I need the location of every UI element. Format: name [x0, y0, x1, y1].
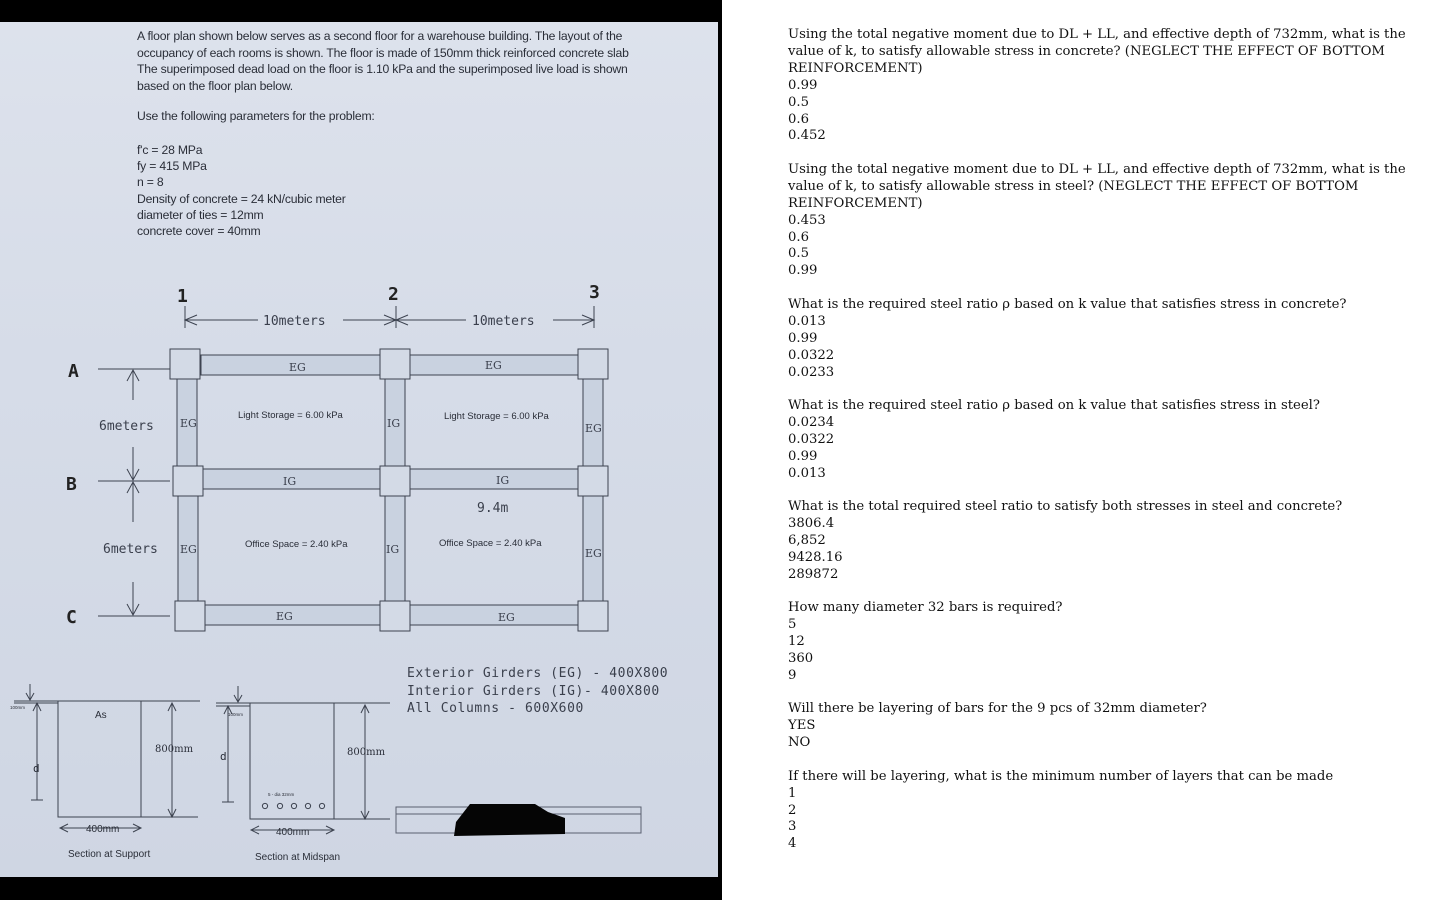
question-4 — [788, 398, 1433, 483]
beam-outline — [250, 703, 334, 819]
answer-option[interactable]: NO — [788, 735, 811, 751]
problem-sheet — [0, 22, 718, 877]
answer-option[interactable]: 0.6 — [788, 111, 809, 127]
legend-item: All Columns - 600X600 — [407, 701, 584, 716]
d-label: d — [220, 750, 227, 763]
answer-option[interactable]: 6,852 — [788, 532, 826, 548]
answer-option[interactable]: 0.0322 — [788, 347, 835, 363]
girder-c-12 — [205, 605, 381, 625]
param-item: diameter of ties = 12mm — [137, 207, 264, 222]
top-dim-label: 100mm — [228, 712, 244, 717]
param-item: n = 8 — [137, 175, 164, 190]
section-support-drawing — [14, 684, 200, 832]
width-label: 400mm — [276, 827, 310, 838]
answer-option[interactable]: 0.013 — [788, 313, 826, 329]
girder-label-eg: EG — [289, 361, 306, 374]
span-x-1: 10meters — [263, 314, 326, 329]
question-2 — [788, 162, 1433, 280]
answer-option[interactable]: 0.5 — [788, 246, 809, 262]
answer-option[interactable]: 4 — [788, 836, 797, 852]
section-midspan-drawing — [216, 686, 390, 834]
floor-plan-drawing — [0, 22, 718, 877]
girder-b-23 — [410, 469, 578, 489]
answer-option[interactable]: 2 — [788, 802, 797, 818]
row-label-a: A — [68, 361, 79, 382]
answer-option[interactable]: 0.5 — [788, 94, 809, 110]
room-load-label: Light Storage = 6.00 kPa — [238, 410, 343, 421]
room-load-label: Office Space = 2.40 kPa — [245, 539, 348, 550]
answer-option[interactable]: 12 — [788, 634, 805, 650]
girder-label-eg: EG — [485, 359, 502, 372]
question-8 — [788, 769, 1433, 854]
span-y-1: 6meters — [99, 419, 154, 434]
answer-option[interactable]: 0.0322 — [788, 431, 835, 447]
answer-option[interactable]: 0.99 — [788, 330, 818, 346]
answer-option[interactable]: 0.453 — [788, 212, 826, 228]
answer-option[interactable]: YES — [788, 718, 816, 734]
question-text: What is the required steel ratio ρ based on k value that satisfies stress in concrete? — [788, 296, 1347, 312]
answer-option[interactable]: 9428.16 — [788, 549, 843, 565]
bars-label: 5 - dia 32mm — [268, 792, 295, 797]
member-legend — [407, 665, 668, 718]
rebar — [277, 803, 282, 808]
answer-option[interactable]: 0.6 — [788, 229, 809, 245]
column-a1 — [170, 349, 200, 379]
girder-label-eg: EG — [180, 417, 197, 430]
girder-label-eg: EG — [585, 422, 602, 435]
question-text: Using the total negative moment due to DL + LL, and effective depth of 732mm, what is the value of k, to satisfy allowable stress in steel? (NEGLECT THE EFFECT OF BOTTOM REINFORCEMENT) — [788, 161, 1406, 211]
column-a3 — [578, 349, 608, 379]
gridline-label-1: 1 — [177, 286, 188, 307]
questions-panel — [788, 27, 1433, 870]
legend-item: Interior Girders (IG)- 400X800 — [407, 683, 660, 699]
answer-option[interactable]: 3 — [788, 819, 797, 835]
param-item: concrete cover = 40mm — [137, 224, 261, 239]
answer-option[interactable]: 360 — [788, 650, 814, 666]
question-text: Using the total negative moment due to DL + LL, and effective depth of 732mm, what is the value of k, to satisfy allowable stress in concrete? (NEGLECT THE EFFECT OF BOTTOM REINFORCEMENT) — [788, 27, 1406, 76]
section-caption: Section at Support — [68, 849, 151, 860]
column-c2 — [380, 601, 410, 631]
section-caption: Section at Midspan — [255, 852, 341, 863]
gridline-label-3: 3 — [589, 282, 600, 303]
answer-option[interactable]: 0.99 — [788, 263, 818, 279]
column-b2 — [380, 466, 410, 496]
girder-label-eg: EG — [180, 543, 197, 556]
intro-line: occupancy of each rooms is shown. The floor is made of 150mm thick reinforced concrete slab — [137, 45, 629, 60]
column-b3 — [578, 466, 608, 496]
column-a2 — [380, 349, 410, 379]
question-3 — [788, 297, 1433, 382]
question-text: If there will be layering, what is the minimum number of layers that can be made — [788, 768, 1334, 784]
redaction-mark — [454, 804, 565, 836]
girder-label-ig: IG — [283, 475, 297, 488]
answer-option[interactable]: 0.452 — [788, 128, 826, 144]
intro-line: The superimposed dead load on the floor is 1.10 kPa and the superimposed live load is shown — [137, 62, 628, 76]
question-text: What is the required steel ratio ρ based on k value that satisfies stress in steel? — [788, 398, 1320, 413]
legend-item: Exterior Girders (EG) - 400X800 — [407, 666, 669, 681]
intro-line: A floor plan shown below serves as a second floor for a warehouse building. The layout of the — [137, 29, 623, 43]
answer-option[interactable]: 0.013 — [788, 465, 826, 481]
room-load-label: Light Storage = 6.00 kPa — [444, 411, 549, 422]
column-c1 — [175, 601, 205, 631]
answer-option[interactable]: 3806.4 — [788, 516, 835, 532]
girder-label-eg: EG — [585, 547, 602, 560]
width-label: 400mm — [86, 824, 120, 835]
rebar — [319, 803, 324, 808]
span-x-2: 10meters — [472, 314, 535, 329]
answer-option[interactable]: 5 — [788, 617, 797, 633]
param-item: fy = 415 MPa — [137, 159, 207, 174]
room-load-label: Office Space = 2.40 kPa — [439, 538, 542, 549]
answer-option[interactable]: 0.99 — [788, 77, 818, 93]
question-1 — [788, 27, 1433, 145]
girder-label-ig: IG — [386, 543, 400, 556]
question-7 — [788, 701, 1433, 752]
rebar — [305, 803, 310, 808]
girder-label-ig: IG — [387, 417, 401, 430]
height-label: 800mm — [155, 744, 194, 755]
answer-option[interactable]: 1 — [788, 785, 797, 801]
answer-option[interactable]: 0.99 — [788, 448, 818, 464]
gridline-label-2: 2 — [388, 284, 399, 305]
height-label: 800mm — [347, 747, 386, 758]
top-dim-label: 100mm — [10, 705, 26, 710]
param-item: Density of concrete = 24 kN/cubic meter — [137, 191, 346, 206]
params-heading: Use the following parameters for the problem: — [137, 109, 375, 123]
column-b1 — [173, 466, 203, 496]
answer-option[interactable]: 9 — [788, 667, 797, 683]
rebar — [262, 803, 267, 808]
question-6 — [788, 600, 1433, 685]
question-text: What is the total required steel ratio to satisfy both stresses in steel and concrete? — [788, 499, 1343, 515]
girder-length-label: 9.4m — [477, 501, 509, 516]
as-label: As — [95, 710, 107, 721]
question-text: Will there be layering of bars for the 9 pcs of 32mm diameter? — [788, 701, 1207, 717]
answer-option[interactable]: 0.0234 — [788, 414, 835, 430]
girder-label-eg: EG — [498, 611, 515, 624]
girder-label-eg: EG — [276, 610, 293, 623]
row-label-b: B — [66, 474, 77, 495]
answer-option[interactable]: 0.0233 — [788, 364, 835, 380]
girder-label-ig: IG — [496, 474, 510, 487]
d-label: d — [33, 762, 40, 775]
girder-c-23 — [410, 605, 578, 625]
redacted-elevation — [396, 804, 641, 836]
rebar — [291, 803, 296, 808]
param-item: f'c = 28 MPa — [137, 143, 203, 157]
question-text: How many diameter 32 bars is required? — [788, 600, 1063, 616]
answer-option[interactable]: 289872 — [788, 566, 839, 582]
row-label-c: C — [66, 607, 77, 628]
column-c3 — [578, 601, 608, 631]
span-y-2: 6meters — [103, 542, 158, 557]
question-5 — [788, 499, 1433, 584]
intro-line: based on the floor plan below. — [137, 78, 293, 93]
